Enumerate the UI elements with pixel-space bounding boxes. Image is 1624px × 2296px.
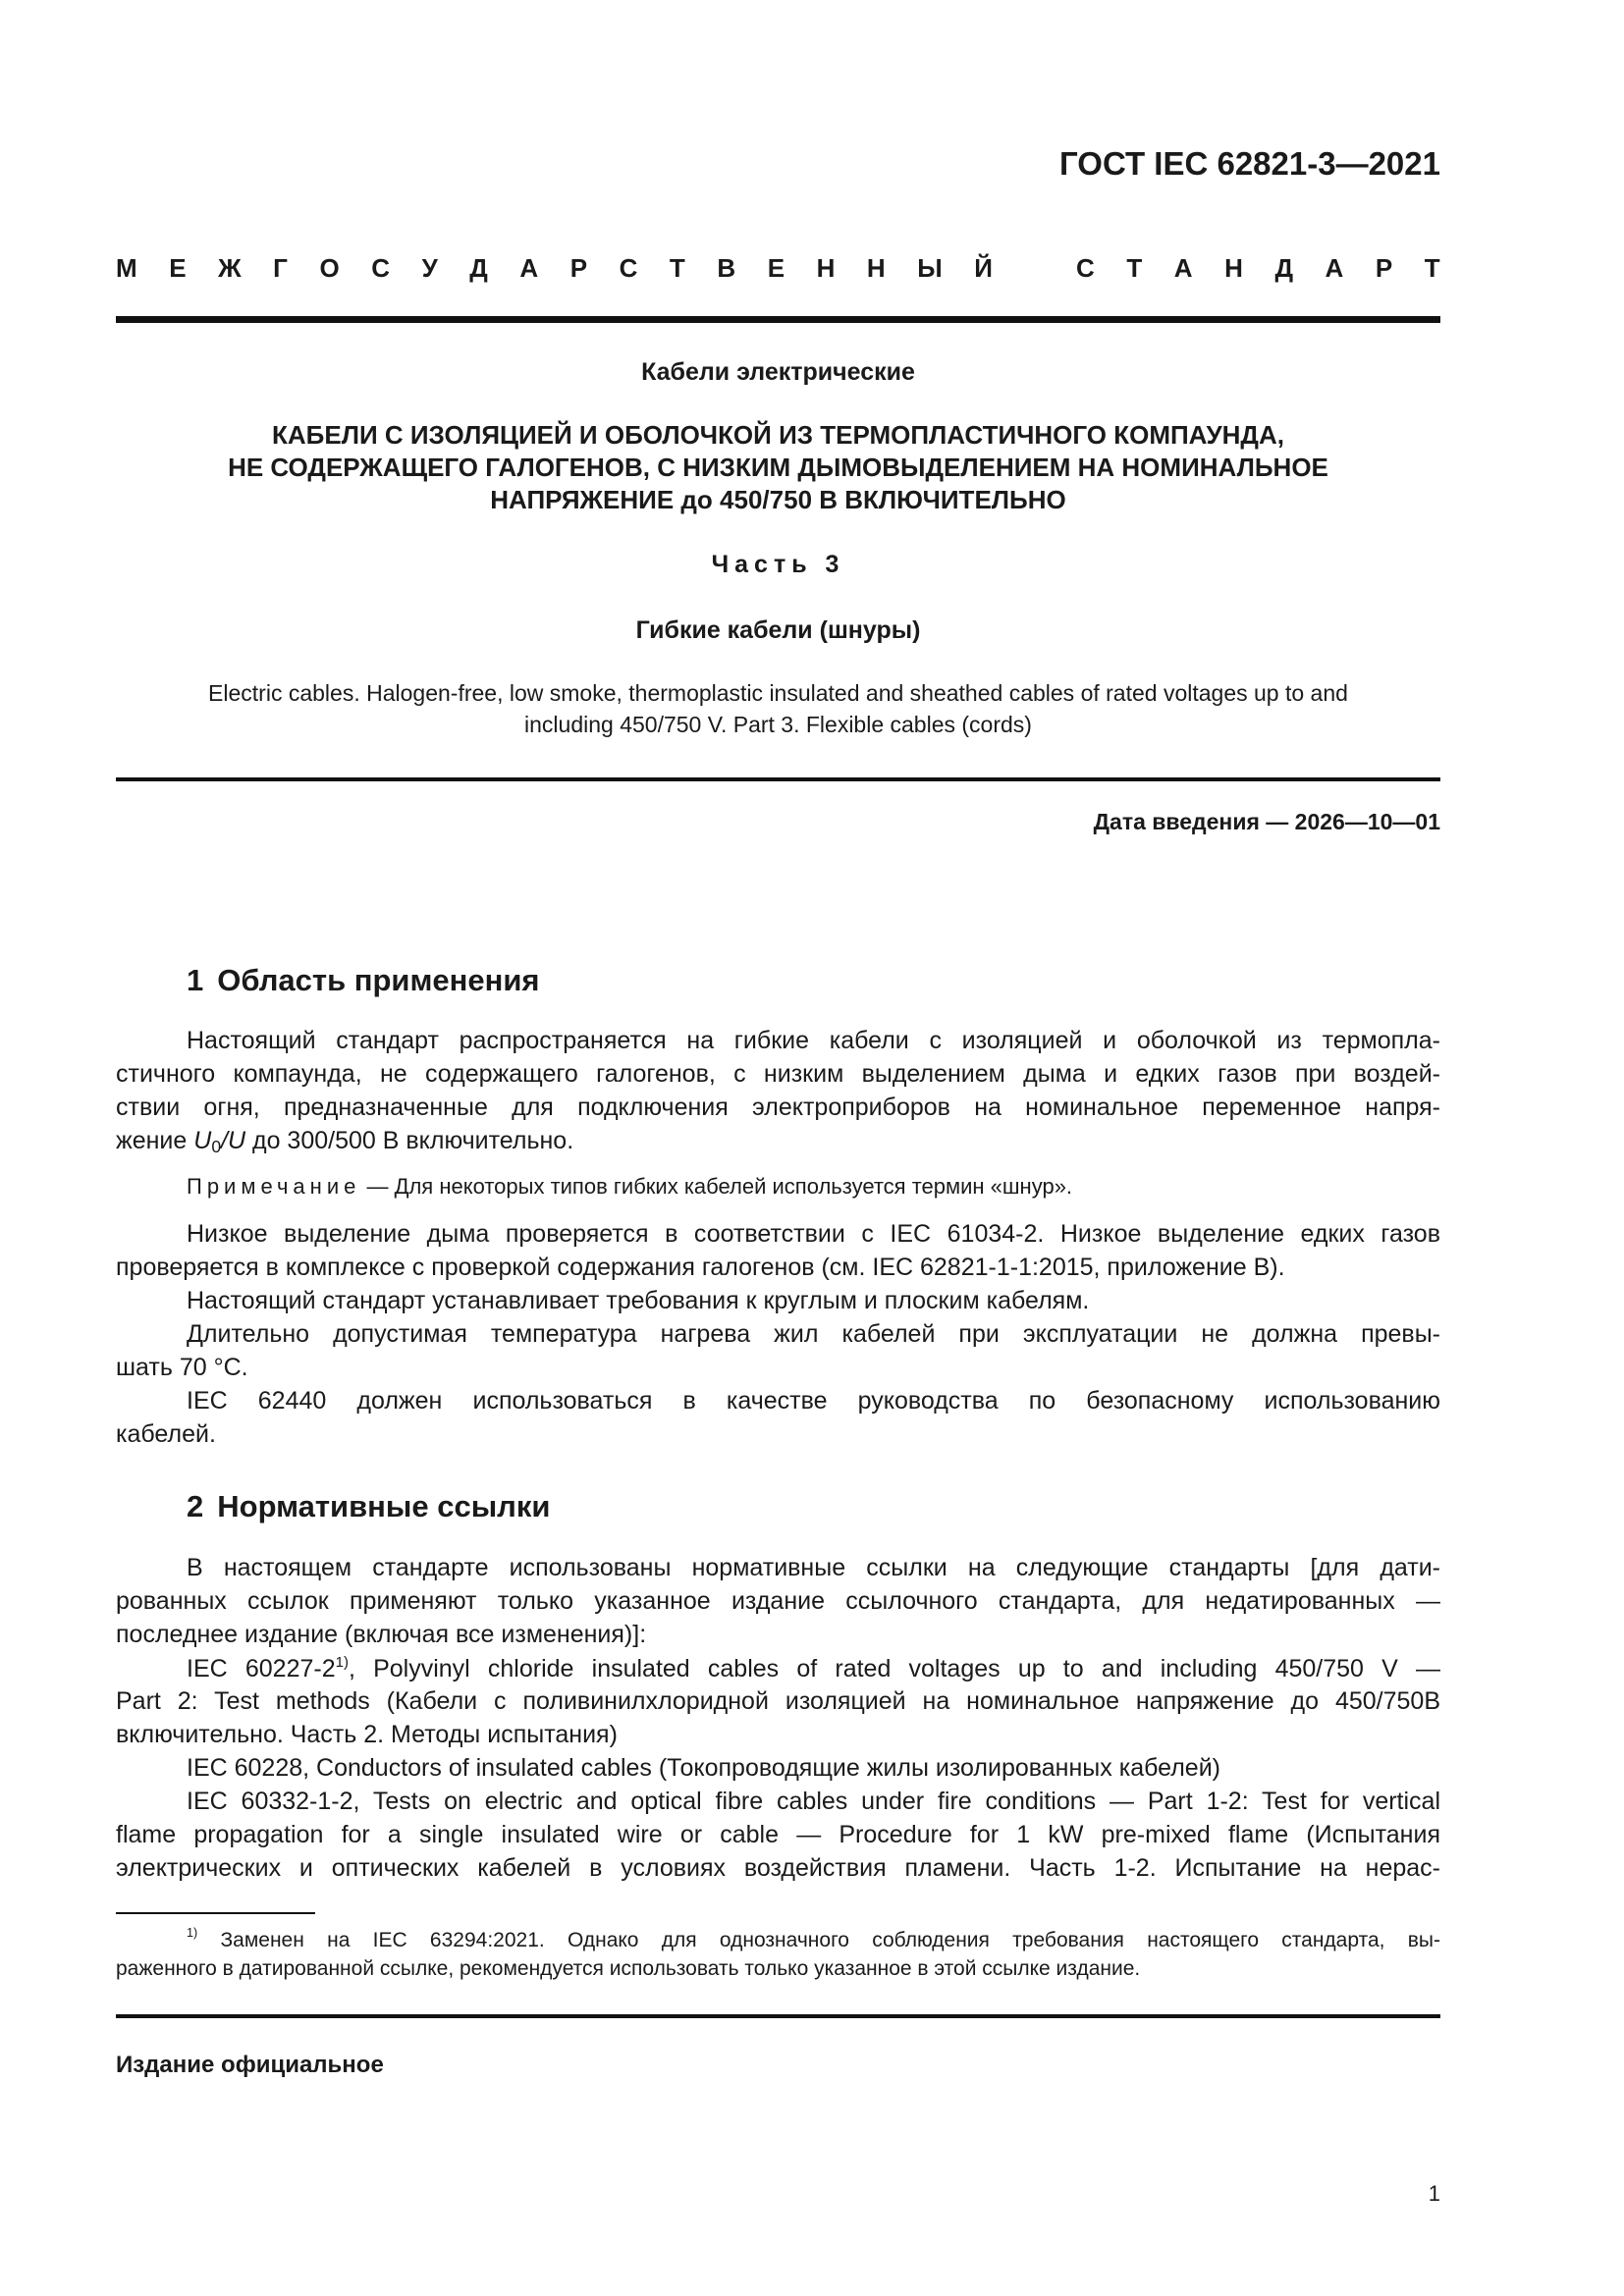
title-line-1: КАБЕЛИ С ИЗОЛЯЦИЕЙ И ОБОЛОЧКОЙ ИЗ ТЕРМОПЛАСТИЧНОГО КОМПАУНДА, (272, 420, 1284, 450)
heading-letter: О (319, 253, 340, 283)
section-1-number: 1 (187, 963, 204, 997)
footer-rule (116, 2014, 1440, 2018)
heading-letter: Н (1224, 253, 1243, 283)
s1-p4-line-2: шать 70 °С. (116, 1354, 248, 1381)
s1-p5-line-2: кабелей. (116, 1420, 216, 1448)
ref-1-title: , Polyvinyl chloride insulated cables of rated voltages up to and including 450/750 V — (348, 1655, 1440, 1682)
header-rule (116, 316, 1440, 323)
footnote-text-1: Заменен на IEC 63294:2021. Однако для однозначного соблюдения требования настоящего стандарта, вы- (197, 1929, 1440, 1951)
ref-iec-60228: IEC 60228, Conductors of insulated cables (Токопроводящие жилы изолированных кабелей) (187, 1754, 1220, 1782)
ref-iec-60332-1-2-line-2: flame propagation for a single insulated wire or cable — Procedure for 1 kW pre-mixed flame (Испытания (116, 1821, 1440, 1848)
heading-letter: А (519, 253, 539, 283)
s1-p1-line-3: ствии огня, предназначенные для подключения электроприборов на номинальное переменное напря- (116, 1094, 1440, 1121)
heading-letter: У (421, 253, 438, 283)
title-line-2: НЕ СОДЕРЖАЩЕГО ГАЛОГЕНОВ, С НИЗКИМ ДЫМОВЫДЕЛЕНИЕМ НА НОМИНАЛЬНОЕ (228, 453, 1328, 482)
s2-p1-line-2: рованных ссылок применяют только указанное издание ссылочного стандарта, для недатированных — (116, 1587, 1440, 1615)
section-2-title: Нормативные ссылки (217, 1489, 551, 1523)
heading-letter: Р (569, 253, 588, 283)
heading-letter: Т (669, 253, 685, 283)
s1-p1-text-end: до 300/500 В включительно. (245, 1127, 574, 1154)
english-title-line-2: including 450/750 V. Part 3. Flexible cables (cords) (524, 712, 1032, 737)
heading-letter: Ы (917, 253, 943, 283)
section-2-heading (187, 1489, 550, 1524)
english-title-line-1: Electric cables. Halogen-free, low smoke, thermoplastic insulated and sheathed cables of rated voltages up to and (208, 680, 1348, 706)
s1-p2-line-1: Низкое выделение дыма проверяется в соответствии с IEC 61034-2. Низкое выделение едких газов (187, 1220, 1440, 1248)
footnote-line-2: раженного в датированной ссылке, рекомендуется использовать только указанное в этой ссылке издание. (116, 1957, 1141, 1980)
official-edition-label: Издание официальное (116, 2052, 384, 2078)
heading-letter: Ж (218, 253, 242, 283)
introduction-date: Дата введения — 2026—10—01 (1093, 809, 1440, 834)
s1-p1-text: жение (116, 1127, 194, 1154)
heading-letter: Й (974, 253, 993, 283)
footnote-separator (116, 1912, 315, 1914)
subtitle: Гибкие кабели (шнуры) (635, 616, 921, 644)
s1-p1-line-4 (116, 1127, 1440, 1157)
heading-letter: Т (1126, 253, 1143, 283)
heading-letter: Д (1274, 253, 1293, 283)
page-number: 1 (1428, 2181, 1440, 2206)
s1-p2-line-2: проверяется в комплексе с проверкой содержания галогенов (см. IEC 62821-1-1:2015, приложение B). (116, 1254, 1285, 1281)
ref-iec-60332-1-2-line-3: электрических и оптических кабелей в условиях воздействия пламени. Часть 1-2. Испытание на нерас- (116, 1854, 1440, 1882)
footnote-mark: 1) (187, 1926, 198, 1940)
heading-letter: Е (767, 253, 785, 283)
s1-p5-line-1: IEC 62440 должен использоваться в качестве руководства по безопасному использованию (187, 1387, 1440, 1415)
s1-p1-line-1: Настоящий стандарт распространяется на гибкие кабели с изоляцией и оболочкой из термопла- (187, 1027, 1440, 1054)
heading-letter: Н (866, 253, 886, 283)
note (187, 1174, 1440, 1200)
section-1-heading (187, 963, 540, 998)
section-1-title: Область применения (217, 963, 540, 997)
heading-letter: С (1076, 253, 1095, 283)
ref-1-code: IEC 60227-2 (187, 1655, 336, 1682)
note-text: — Для некоторых типов гибких кабелей используется термин «шнур». (360, 1174, 1073, 1199)
heading-word-gap (1024, 253, 1044, 284)
heading-letter: Д (469, 253, 488, 283)
standard-designation: ГОСТ IEC 62821-3—2021 (1059, 145, 1440, 182)
heading-letter: С (371, 253, 391, 283)
heading-letter: М (116, 253, 137, 283)
heading-letter: А (1325, 253, 1344, 283)
s1-p4-line-1: Длительно допустимая температура нагрева жил кабелей при эксплуатации не должна превы- (187, 1320, 1440, 1348)
heading-letter: Н (816, 253, 836, 283)
footnote-ref-mark: 1) (335, 1654, 349, 1671)
ref-iec-60227-2-line-1 (187, 1654, 1440, 1683)
s2-p1-line-3: последнее издание (включая все изменения)]: (116, 1621, 647, 1648)
ref-iec-60332-1-2-line-1: IEC 60332-1-2, Tests on electric and optical fibre cables under fire conditions — Part 1-2: Test for vertical (187, 1788, 1440, 1815)
heading-letter: Р (1375, 253, 1393, 283)
title-line-3: НАПРЯЖЕНИЕ до 450/750 В ВКЛЮЧИТЕЛЬНО (490, 485, 1066, 514)
section-2-number: 2 (187, 1489, 204, 1523)
heading-letter: Т (1424, 253, 1440, 283)
title-rule (116, 777, 1440, 781)
voltage-subscript: 0 (211, 1137, 222, 1156)
voltage-symbol: U (193, 1127, 212, 1154)
heading-letter: А (1173, 253, 1193, 283)
heading-letter: Г (273, 253, 288, 283)
footnote-line-1 (187, 1926, 1440, 1952)
standard-type-heading (116, 253, 1440, 284)
title-category: Кабели электрические (641, 358, 915, 386)
ref-iec-60227-2-line-3: включительно. Часть 2. Методы испытания) (116, 1721, 618, 1748)
heading-letter: С (619, 253, 638, 283)
s1-p1-line-2: стичного компаунда, не содержащего галогенов, с низким выделением дыма и едких газов при воздей- (116, 1060, 1440, 1088)
s2-p1-line-1: В настоящем стандарте использованы нормативные ссылки на следующие стандарты [для дати- (187, 1554, 1440, 1581)
voltage-symbol-slash: /U (221, 1127, 246, 1154)
part-number: Часть 3 (711, 551, 845, 578)
heading-letter: В (717, 253, 736, 283)
note-label: Примечание (187, 1174, 361, 1199)
heading-letter: Е (169, 253, 187, 283)
ref-iec-60227-2-line-2: Part 2: Test methods (Кабели с поливинилхлоридной изоляцией на номинальное напряжение до 450/750В (116, 1687, 1440, 1715)
s1-p3: Настоящий стандарт устанавливает требования к круглым и плоским кабелям. (187, 1287, 1090, 1314)
